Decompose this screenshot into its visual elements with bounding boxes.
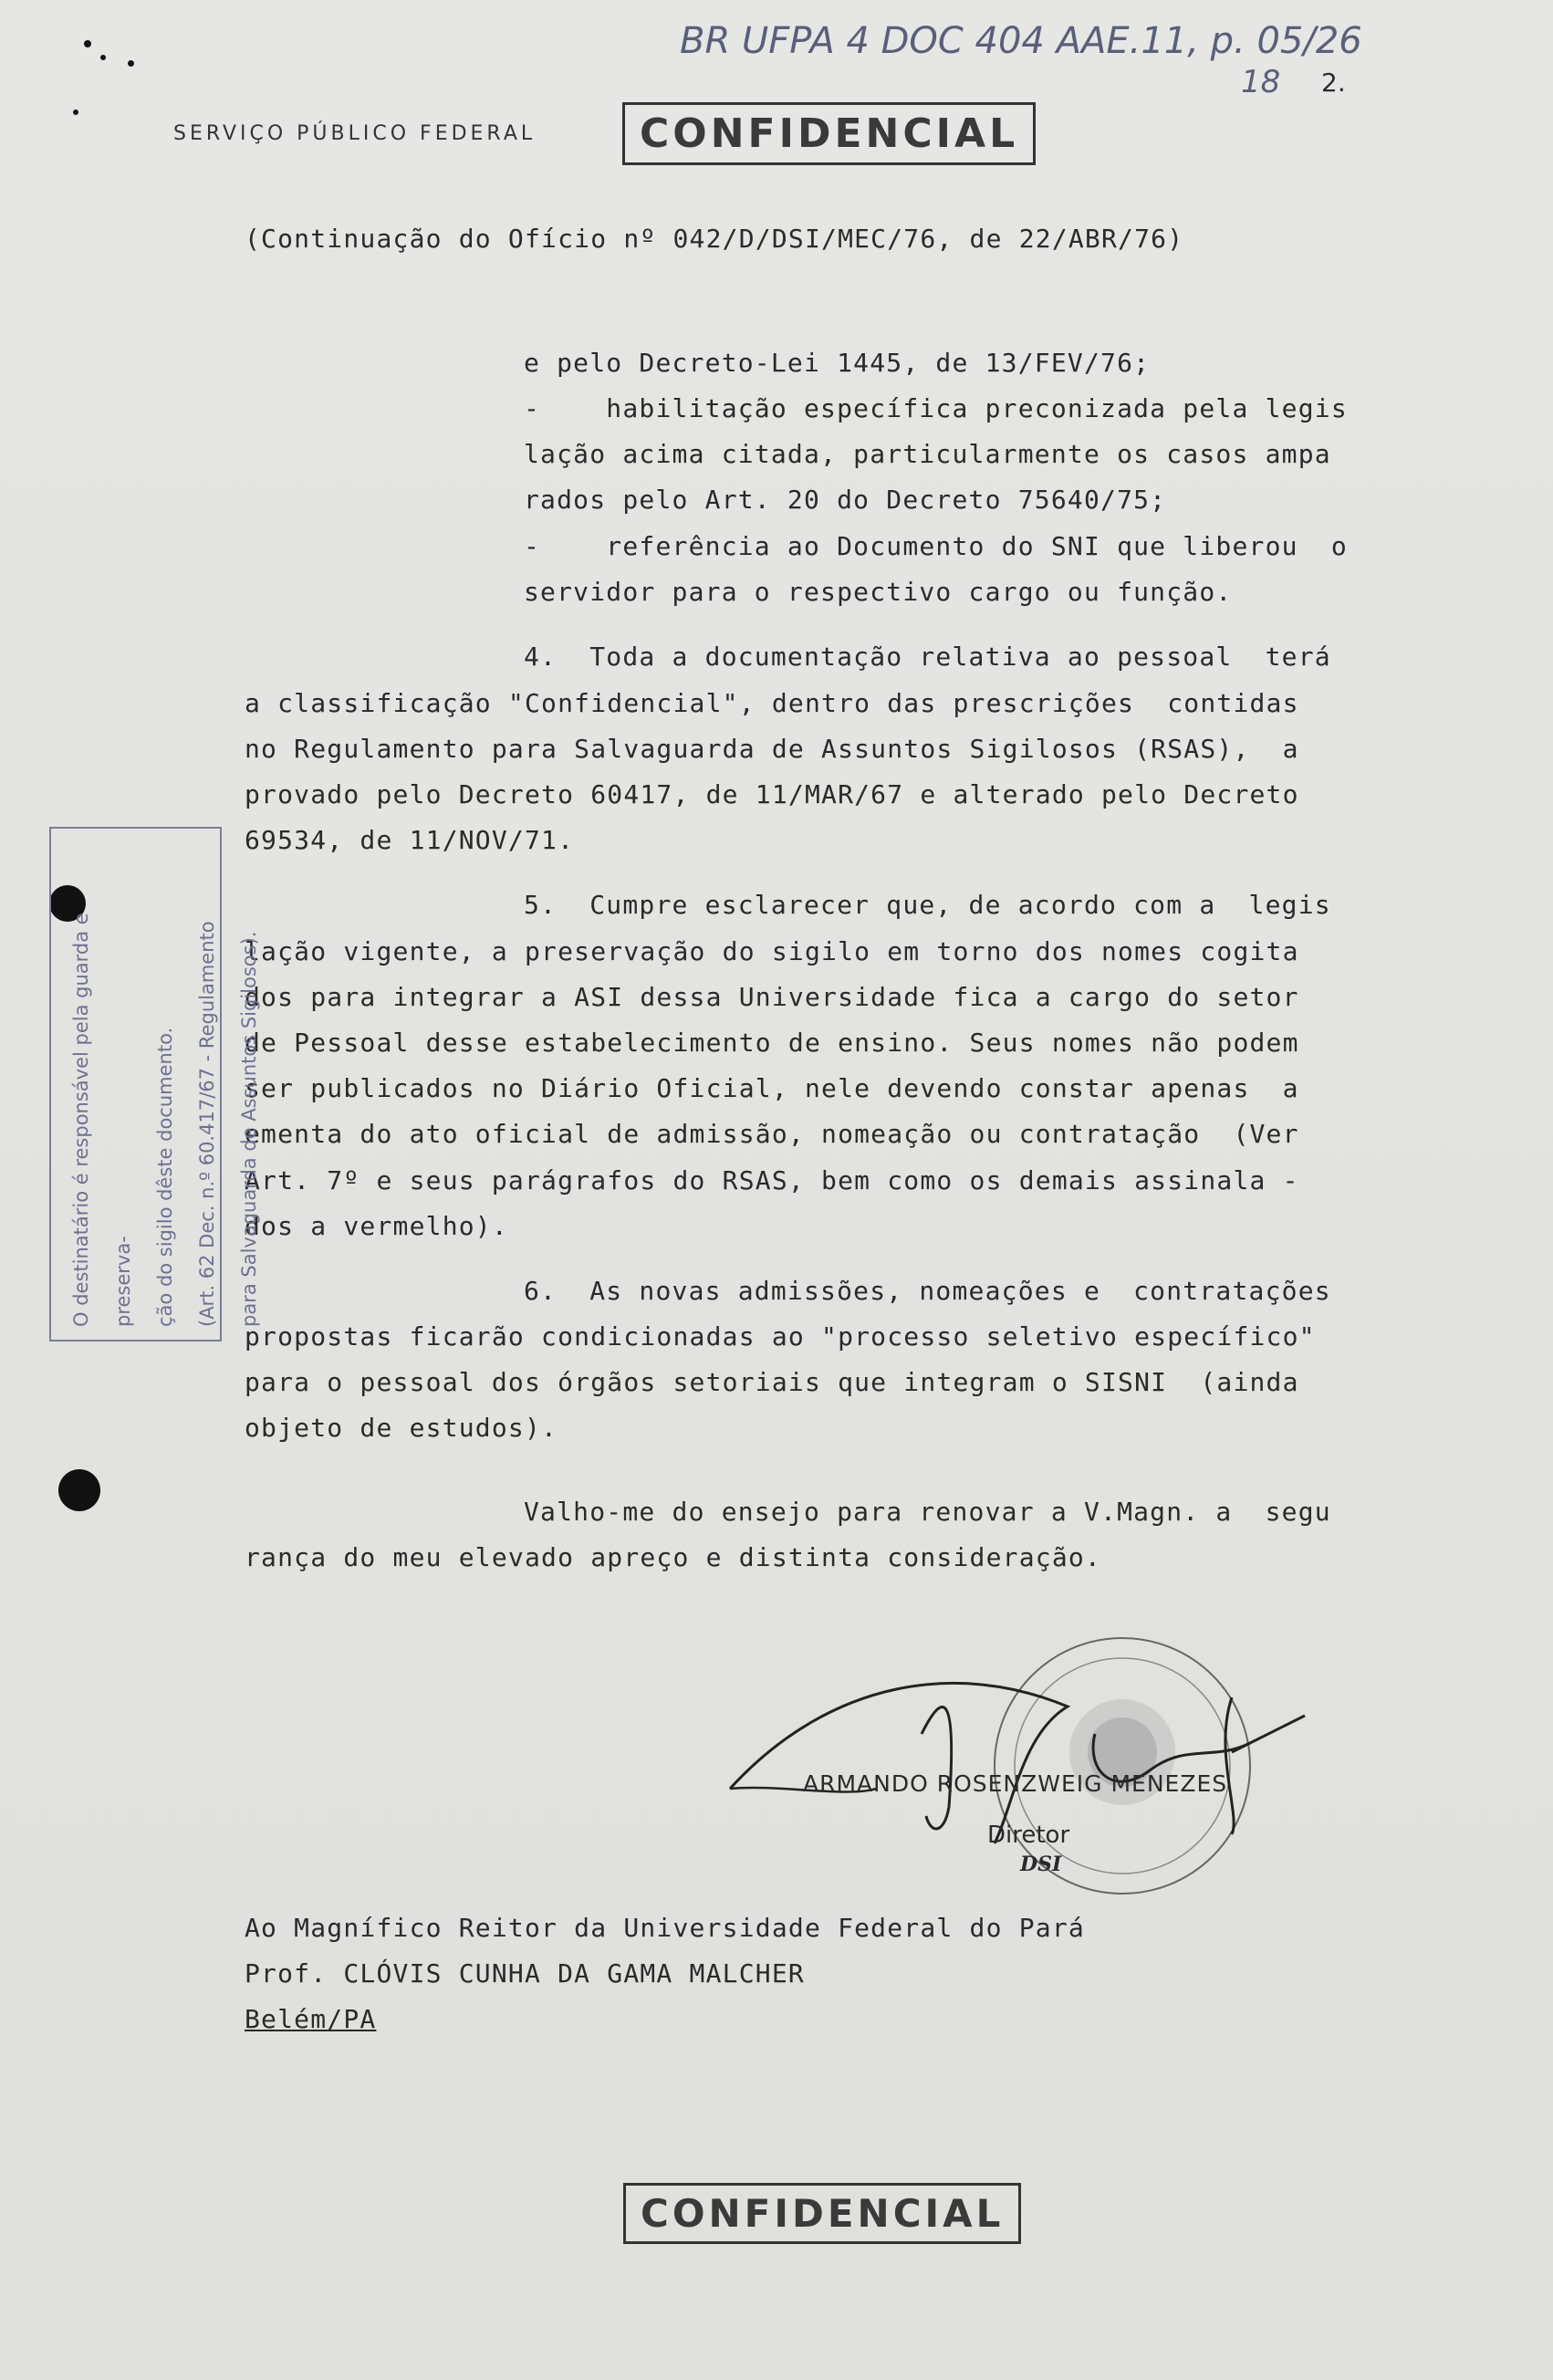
body-line: de Pessoal desse estabelecimento de ensino. Seus nomes não podem <box>245 1028 1299 1058</box>
page-number: 2. <box>1321 68 1346 98</box>
side-stamp-line: (Art. 62 Dec. n.º 60.417/67 - Regulamento <box>196 921 218 1327</box>
body-line: a classificação "Confidencial", dentro das prescrições contidas <box>245 688 1299 718</box>
body-line: dos para integrar a ASI dessa Universidade fica a cargo do setor <box>245 982 1299 1012</box>
scan-speck <box>73 110 78 115</box>
side-stamp-line: para Salvaguarda de Assuntos Sigilosos). <box>238 931 260 1327</box>
body-line: objeto de estudos). <box>245 1413 558 1443</box>
body-line: ser publicados no Diário Oficial, nele devendo constar apenas a <box>245 1073 1299 1103</box>
body-line: para o pessoal dos órgãos setoriais que integram o SISNI (ainda <box>245 1367 1299 1397</box>
archive-annotation: BR UFPA 4 DOC 404 AAE.11, p. 05/26 <box>680 20 1362 62</box>
body-line: rados pelo Art. 20 do Decreto 75640/75; <box>524 485 1167 515</box>
body-line: 69534, de 11/NOV/71. <box>245 825 575 855</box>
confidential-stamp-top: CONFIDENCIAL <box>622 102 1036 165</box>
body-line: no Regulamento para Salvaguarda de Assuntos Sigilosos (RSAS), a <box>245 734 1299 764</box>
seal-abbreviation: DSI <box>1020 1853 1062 1876</box>
recipient-line: Belém/PA <box>245 2004 377 2034</box>
body-line: provado pelo Decreto 60417, de 11/MAR/67 e alterado pelo Decreto <box>245 779 1299 809</box>
body-line: Art. 7º e seus parágrafos do RSAS, bem como os demais assinala - <box>245 1165 1299 1195</box>
body-line: ementa do ato oficial de admissão, nomeação ou contratação (Ver <box>245 1119 1299 1149</box>
scan-speck <box>84 40 91 47</box>
body-line: lação vigente, a preservação do sigilo em torno dos nomes cogita <box>245 936 1299 966</box>
service-header: SERVIÇO PÚBLICO FEDERAL <box>173 122 537 145</box>
recipient-line: Ao Magnífico Reitor da Universidade Federal do Pará <box>245 1913 1085 1943</box>
confidential-stamp-bottom: CONFIDENCIAL <box>623 2183 1021 2244</box>
body-line: propostas ficarão condicionadas ao "processo seletivo específico" <box>245 1321 1316 1352</box>
side-stamp-line: ção do sigilo dêste documento. <box>154 1027 176 1327</box>
body-line: - referência ao Documento do SNI que liberou o <box>524 531 1348 561</box>
folio-mark: 18 <box>1241 64 1281 100</box>
body-line: - habilitação específica preconizada pela legis <box>524 393 1348 423</box>
continuation-line: (Continuação do Ofício nº 042/D/DSI/MEC/76, de 22/ABR/76) <box>245 224 1184 254</box>
body-line: servidor para o respectivo cargo ou função. <box>524 577 1233 607</box>
body-line: Valho-me do ensejo para renovar a V.Magn. a segu <box>524 1497 1331 1527</box>
body-line: 5. Cumpre esclarecer que, de acordo com a legis <box>524 890 1331 920</box>
body-line: 6. As novas admissões, nomeações e contratações <box>524 1276 1331 1306</box>
body-line: e pelo Decreto-Lei 1445, de 13/FEV/76; <box>524 348 1151 378</box>
body-line: rança do meu elevado apreço e distinta consideração. <box>245 1542 1101 1572</box>
side-stamp-line: O destinatário é responsável pela guarda e preserva- <box>70 913 134 1327</box>
recipient-line: Prof. CLÓVIS CUNHA DA GAMA MALCHER <box>245 1958 805 1989</box>
scan-speck <box>128 60 134 67</box>
body-line: dos a vermelho). <box>245 1211 508 1241</box>
body-line: 4. Toda a documentação relativa ao pessoal terá <box>524 642 1331 672</box>
scan-speck <box>100 55 106 60</box>
body-line: lação acima citada, particularmente os casos ampa <box>524 439 1331 469</box>
punch-hole <box>58 1469 100 1511</box>
confidentiality-side-stamp <box>49 827 260 1341</box>
signatory-name: ARMANDO ROSENZWEIG MENEZES <box>803 1770 1228 1797</box>
signatory-title: Diretor <box>987 1822 1070 1849</box>
